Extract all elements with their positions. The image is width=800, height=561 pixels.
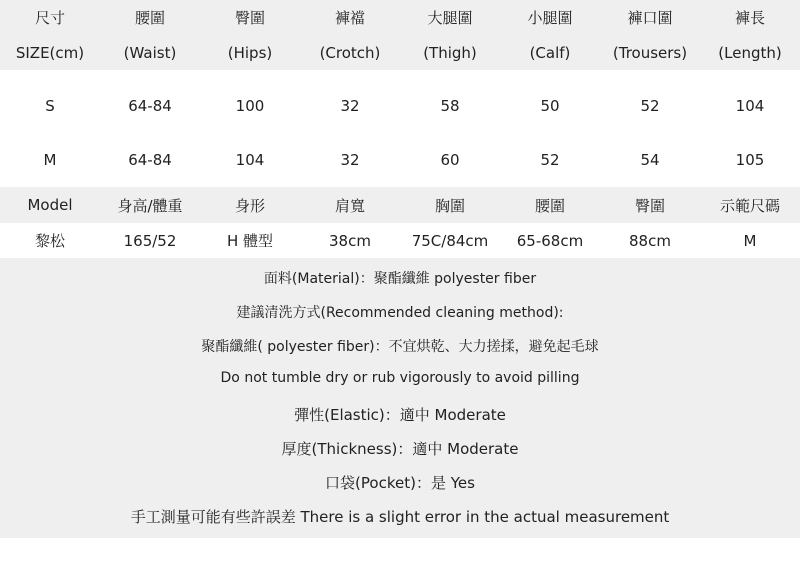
header-cell: (Calf) (500, 35, 600, 70)
size-header-en-row (0, 35, 800, 70)
header-cell: 小腿圍 (500, 0, 600, 35)
table-cell: 165/52 (100, 223, 200, 258)
table-cell: 黎松 (0, 223, 100, 258)
model-header-row (0, 187, 800, 223)
model-info-table (0, 187, 800, 258)
header-cell: 臀圍 (200, 0, 300, 35)
header-cell: Model (0, 187, 100, 223)
header-cell: (Trousers) (600, 35, 700, 70)
table-cell: 105 (700, 133, 800, 187)
table-cell: 38cm (300, 223, 400, 258)
table-cell: M (700, 223, 800, 258)
table-cell: 58 (400, 79, 500, 133)
header-cell: (Length) (700, 35, 800, 70)
cleaning-note-cn: 聚酯纖維( polyester fiber)：不宜烘乾、大力搓揉，避免起毛球 (201, 339, 599, 355)
table-cell: 60 (400, 133, 500, 187)
header-cell: 示範尺碼 (700, 187, 800, 223)
table-cell: 54 (600, 133, 700, 187)
header-cell: 褲長 (700, 0, 800, 35)
size-chart (0, 0, 800, 187)
header-cell: SIZE(cm) (0, 35, 100, 70)
table-cell: 52 (600, 79, 700, 133)
table-row (0, 223, 800, 258)
header-cell: 褲口圍 (600, 0, 700, 35)
table-cell: H 體型 (200, 223, 300, 258)
thickness-note: 厚度(Thickness)：適中 Moderate (281, 440, 519, 458)
table-cell: 64-84 (100, 133, 200, 187)
product-notes (0, 258, 800, 538)
table-cell: 64-84 (100, 79, 200, 133)
header-cell: 身形 (200, 187, 300, 223)
cleaning-method-heading: 建議清洗方式(Recommended cleaning method): (236, 305, 564, 321)
table-cell: S (0, 79, 100, 133)
table-cell: 88cm (600, 223, 700, 258)
header-cell: (Waist) (100, 35, 200, 70)
elastic-note: 彈性(Elastic)：適中 Moderate (294, 406, 506, 424)
table-cell: 32 (300, 133, 400, 187)
table-cell: 100 (200, 79, 300, 133)
header-cell: 腰圍 (100, 0, 200, 35)
table-cell: 50 (500, 79, 600, 133)
pocket-note: 口袋(Pocket)：是 Yes (325, 474, 475, 492)
header-cell: (Crotch) (300, 35, 400, 70)
table-cell: 32 (300, 79, 400, 133)
header-cell: 胸圍 (400, 187, 500, 223)
table-row (0, 79, 800, 133)
header-cell: 身高/體重 (100, 187, 200, 223)
table-cell: 65-68cm (500, 223, 600, 258)
cleaning-note-en: Do not tumble dry or rub vigorously to avoid pilling (220, 370, 580, 386)
header-cell: (Hips) (200, 35, 300, 70)
table-cell: M (0, 133, 100, 187)
measurement-disclaimer: 手工測量可能有些許誤差 There is a slight error in the actual measurement (130, 508, 670, 526)
header-cell: (Thigh) (400, 35, 500, 70)
table-cell: 75C/84cm (400, 223, 500, 258)
table-cell: 52 (500, 133, 600, 187)
material-note: 面料(Material)：聚酯纖維 polyester fiber (263, 271, 537, 287)
spacer (0, 70, 800, 79)
header-cell: 大腿圍 (400, 0, 500, 35)
header-cell: 尺寸 (0, 0, 100, 35)
size-header-cn-row (0, 0, 800, 35)
header-cell: 臀圍 (600, 187, 700, 223)
header-cell: 腰圍 (500, 187, 600, 223)
table-cell: 104 (200, 133, 300, 187)
table-row (0, 133, 800, 187)
table-cell: 104 (700, 79, 800, 133)
header-cell: 褲襠 (300, 0, 400, 35)
header-cell: 肩寬 (300, 187, 400, 223)
